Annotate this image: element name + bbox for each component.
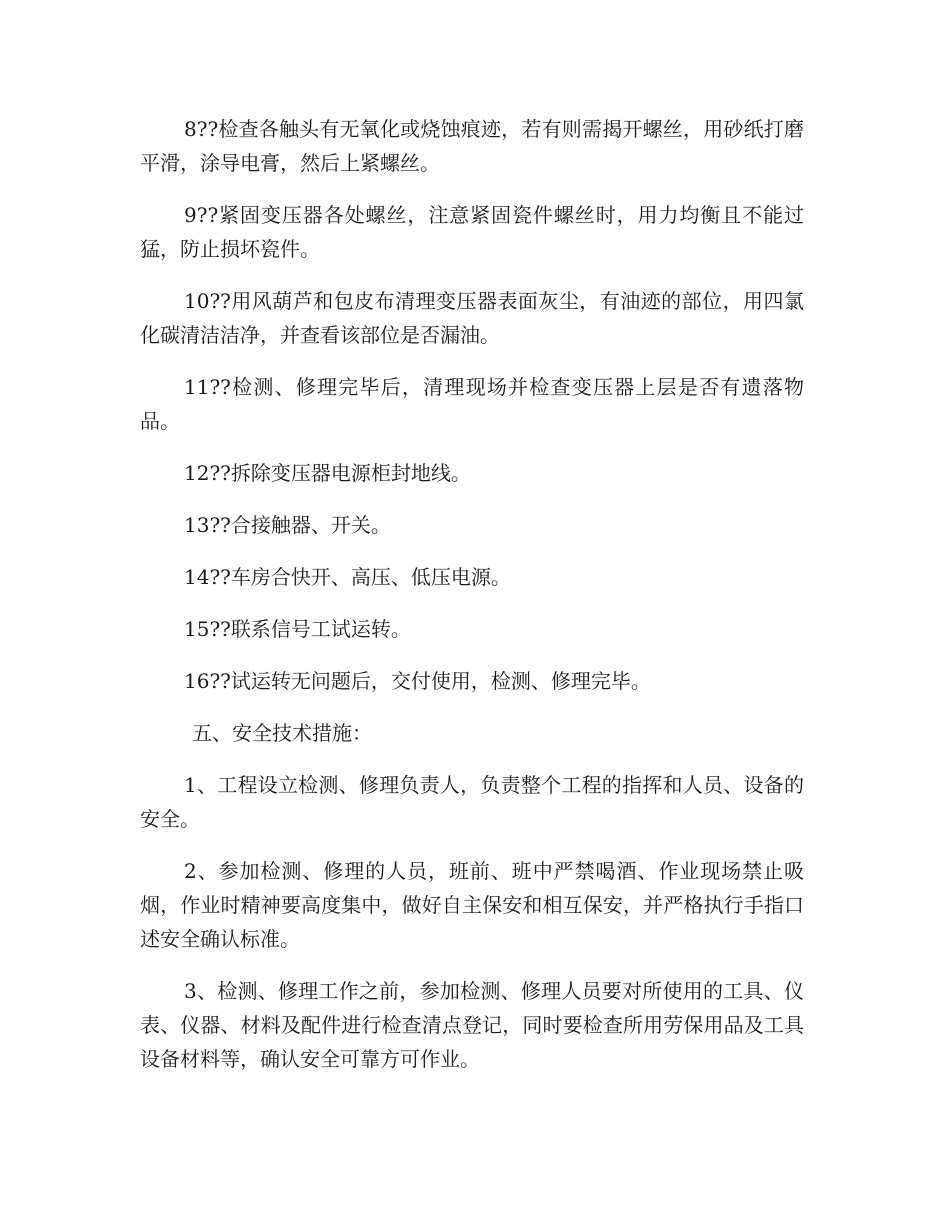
safety-paragraph-3: 3、检测、修理工作之前，参加检测、修理人员要对所使用的工具、仪表、仪器、材料及配件进行检查清点登记，同时要检查所用劳保用品及工具设备材料等，确认安全可靠方可作业。	[140, 979, 804, 1071]
safety-paragraph-1: 1、工程设立检测、修理负责人，负责整个工程的指挥和人员、设备的安全。	[140, 773, 804, 831]
section-heading-safety: 五、安全技术措施：	[192, 721, 372, 745]
step-paragraph-16: 16??试运转无问题后，交付使用，检测、修理完毕。	[184, 669, 651, 693]
step-paragraph-8: 8??检查各触头有无氧化或烧蚀痕迹，若有则需揭开螺丝，用砂纸打磨平滑，涂导电膏，然后上紧螺丝。	[140, 117, 804, 175]
step-paragraph-9: 9??紧固变压器各处螺丝，注意紧固瓷件螺丝时，用力均衡且不能过猛，防止损坏瓷件。	[140, 203, 804, 261]
step-paragraph-11: 11??检测、修理完毕后，清理现场并检查变压器上层是否有遗落物品。	[140, 375, 804, 433]
safety-paragraph-2: 2、参加检测、修理的人员，班前、班中严禁喝酒、作业现场禁止吸烟，作业时精神要高度集中，做好自主保安和相互保安，并严格执行手指口述安全确认标准。	[140, 859, 804, 951]
step-paragraph-10: 10??用风葫芦和包皮布清理变压器表面灰尘，有油迹的部位，用四氯化碳清洁洁净，并查看该部位是否漏油。	[140, 289, 804, 347]
step-paragraph-12: 12??拆除变压器电源柜封地线。	[184, 461, 471, 485]
document-body	[140, 112, 804, 1094]
step-paragraph-15: 15??联系信号工试运转。	[184, 617, 411, 641]
step-paragraph-14: 14??车房合快开、高压、低压电源。	[184, 565, 511, 589]
step-paragraph-13: 13??合接触器、开关。	[184, 513, 391, 537]
